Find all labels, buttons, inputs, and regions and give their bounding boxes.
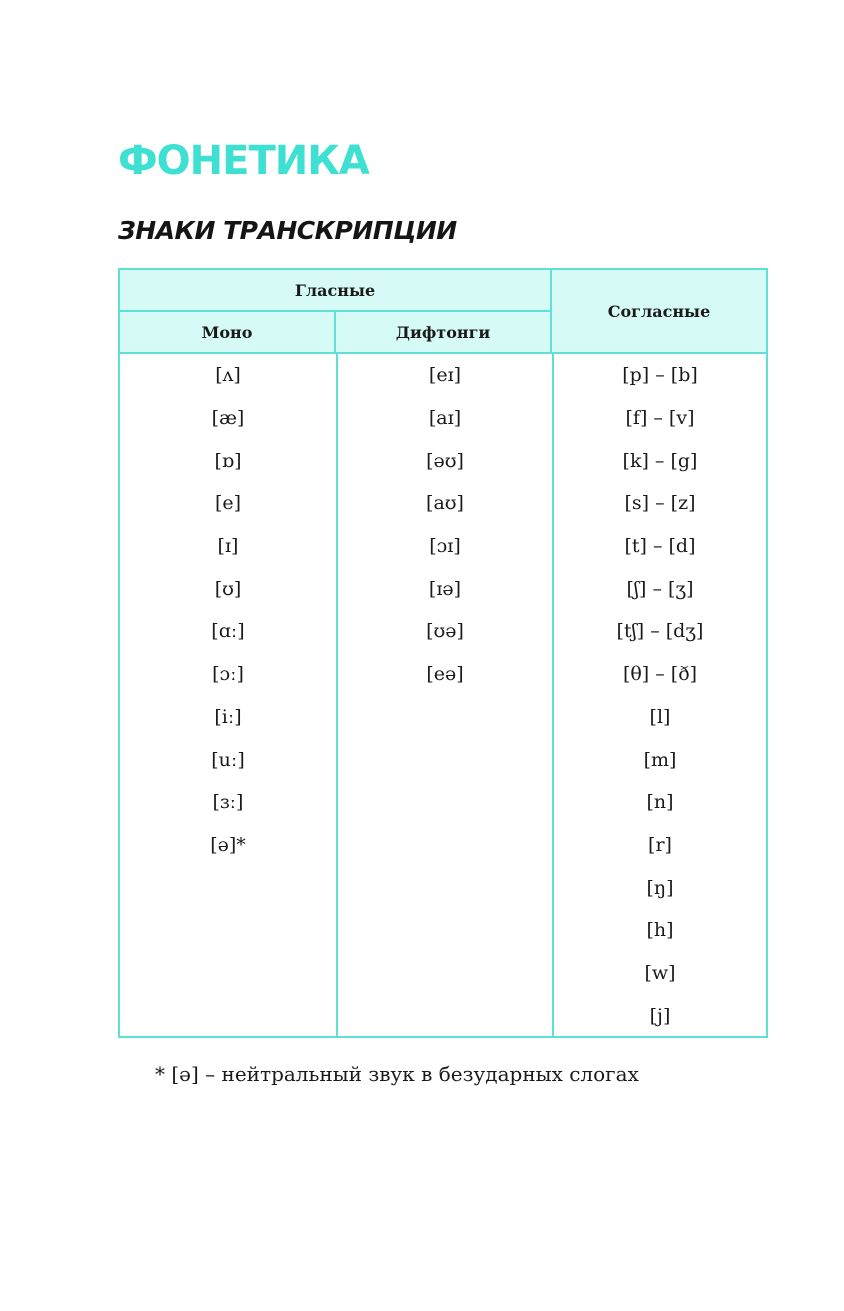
symbol-cell: [ə]* xyxy=(210,833,246,856)
symbol-cell: [ʃ] – [ʒ] xyxy=(626,577,694,600)
symbol-cell: [e] xyxy=(214,492,242,515)
symbol-cell: [aɪ] xyxy=(428,407,462,430)
symbol-cell: [ʊə] xyxy=(426,620,464,643)
mono-column xyxy=(120,354,336,866)
symbol-cell: [uː] xyxy=(211,748,245,771)
symbol-cell: [n] xyxy=(646,791,674,814)
symbol-cell: [tʃ] – [dʒ] xyxy=(616,620,704,643)
symbol-cell: [h] xyxy=(646,919,674,942)
transcription-table xyxy=(118,268,768,1038)
section-title: ЗНАКИ ТРАНСКРИПЦИИ xyxy=(118,216,457,245)
symbol-cell: [ʊ] xyxy=(214,577,242,600)
symbol-cell: [aʊ] xyxy=(426,492,464,515)
consonants-column xyxy=(554,354,766,1037)
symbol-cell: [θ] – [ð] xyxy=(622,663,698,686)
page-title: ФОНЕТИКА xyxy=(118,138,369,184)
symbol-cell: [k] – [g] xyxy=(622,449,698,472)
header-vowels: Гласные xyxy=(120,270,552,312)
symbol-cell: [eɪ] xyxy=(428,364,462,387)
diphthongs-column xyxy=(338,354,552,696)
symbol-cell: [f] – [v] xyxy=(625,407,695,430)
symbol-cell: [t] – [d] xyxy=(624,535,696,558)
symbol-cell: [m] xyxy=(643,748,677,771)
symbol-cell: [ʌ] xyxy=(215,364,241,387)
symbol-cell: [iː] xyxy=(214,705,242,728)
header-mono: Моно xyxy=(120,312,336,354)
symbol-cell: [s] – [z] xyxy=(624,492,696,515)
header-consonants: Согласные xyxy=(552,270,766,354)
symbol-cell: [eə] xyxy=(426,663,464,686)
symbol-cell: [j] xyxy=(649,1004,671,1027)
symbol-cell: [ɪ] xyxy=(217,535,239,558)
symbol-cell: [ɒ] xyxy=(214,449,242,472)
header-diphthongs: Дифтонги xyxy=(336,312,552,354)
symbol-cell: [p] – [b] xyxy=(622,364,698,387)
symbol-cell: [æ] xyxy=(211,407,245,430)
symbol-cell: [ɜː] xyxy=(212,791,244,814)
symbol-cell: [ɪə] xyxy=(428,577,462,600)
symbol-cell: [ɔː] xyxy=(212,663,244,686)
symbol-cell: [əʊ] xyxy=(426,449,464,472)
symbol-cell: [ɑː] xyxy=(211,620,245,643)
symbol-cell: [w] xyxy=(644,961,676,984)
footnote: * [ə] – нейтральный звук в безударных слогах xyxy=(155,1062,639,1086)
symbol-cell: [l] xyxy=(649,705,671,728)
symbol-cell: [ɔɪ] xyxy=(429,535,461,558)
symbol-cell: [r] xyxy=(648,833,672,856)
symbol-cell: [ŋ] xyxy=(646,876,674,899)
